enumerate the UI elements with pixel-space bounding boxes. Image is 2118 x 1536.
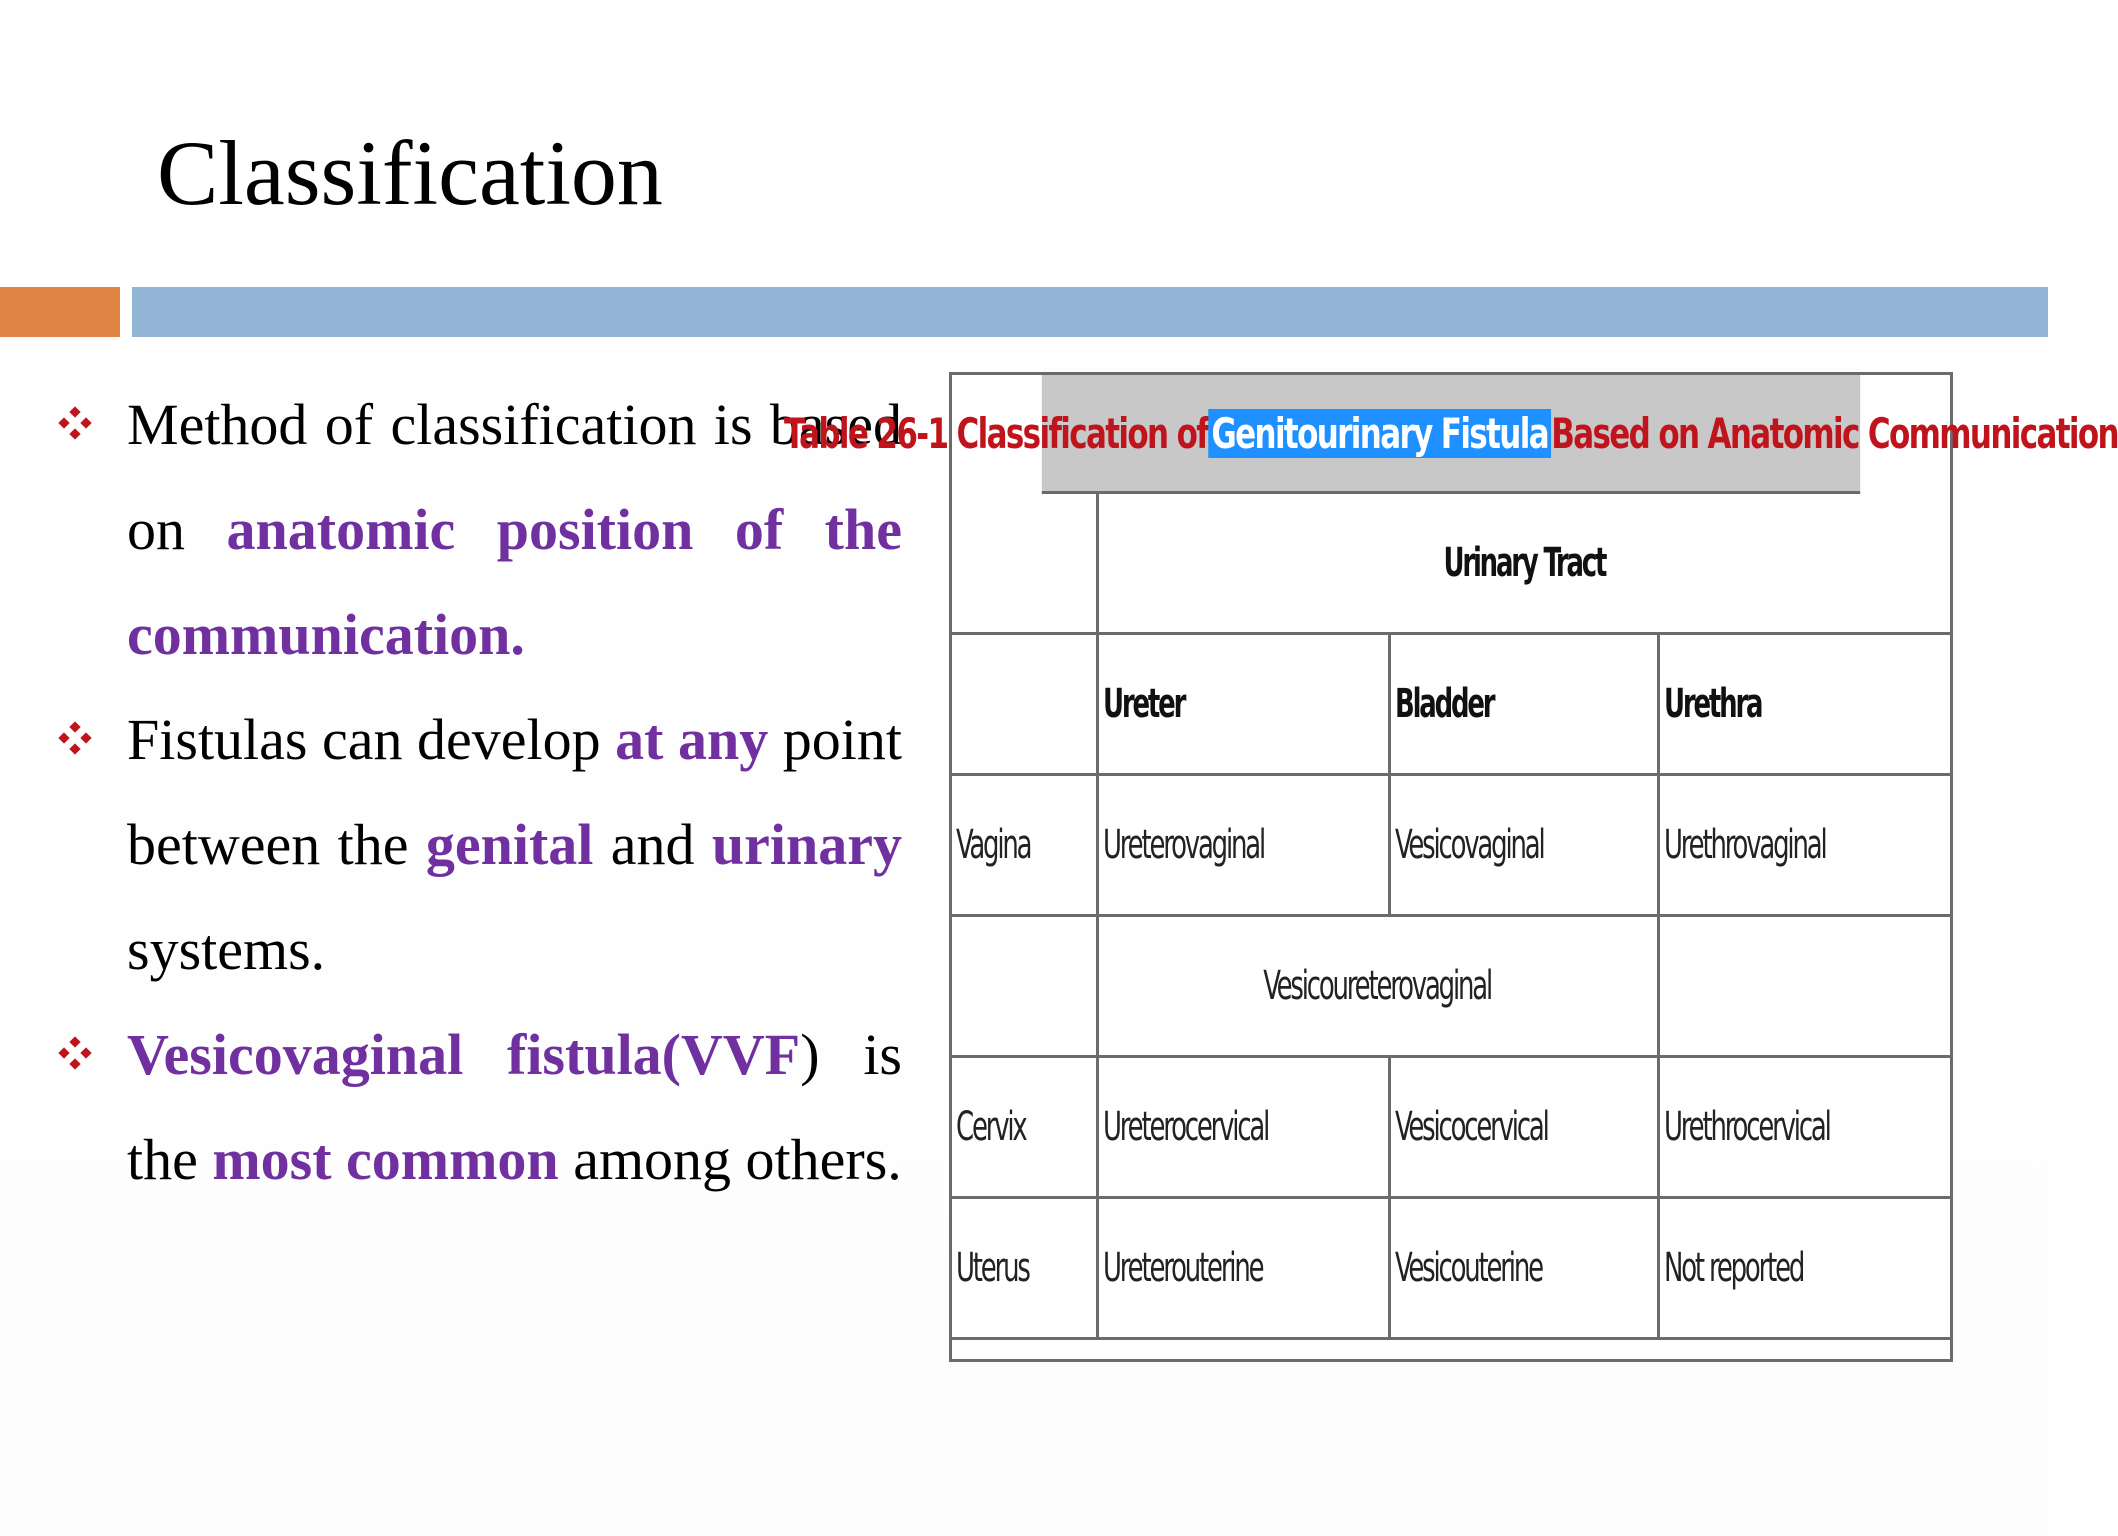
highlighted-text: genital [425, 812, 594, 877]
empty-cell [1658, 916, 1950, 1057]
bullet-item [60, 372, 902, 687]
row-label [952, 916, 1097, 1057]
caption-text-before: Table 26-1 Classification of [784, 408, 1209, 458]
bullet-text: Method of classification is based on [127, 392, 902, 562]
bullet-text: is the [127, 1022, 902, 1192]
bullet-text: ) [800, 1022, 820, 1087]
row-label [952, 775, 1097, 916]
diamond-bullet-icon [60, 723, 90, 753]
table-row [952, 634, 1950, 775]
table-cell [1658, 1057, 1950, 1198]
diamond-bullet-icon [60, 1038, 90, 1068]
fistula-table [952, 494, 1950, 1340]
cell-text: Vesicouterine [1394, 1245, 1542, 1291]
group-header-text: Urinary Tract [1443, 540, 1606, 586]
row-label-text: Vagina [956, 822, 1031, 868]
caption-text-after: Based on Anatomic Communication [1551, 408, 2118, 458]
table-cell [1097, 1057, 1389, 1198]
table-row [952, 916, 1950, 1057]
row-label-text: Cervix [956, 1104, 1026, 1150]
cell-text: Ureterocervical [1102, 1104, 1268, 1150]
row-label [952, 1198, 1097, 1339]
highlighted-text: at any [615, 707, 769, 772]
cell-text: Urethrovaginal [1663, 822, 1825, 868]
cell-text: Vesicocervical [1394, 1104, 1548, 1150]
column-header-text: Bladder [1394, 681, 1493, 727]
diamond-bullet-icon [60, 408, 90, 438]
accent-bar-blue [132, 287, 2048, 337]
cell-text: Vesicoureterovaginal [1263, 963, 1492, 1009]
bullet-text: systems. [127, 917, 326, 982]
table-cell [1658, 775, 1950, 916]
bullet-item [60, 687, 902, 1002]
table-cell [1389, 1057, 1658, 1198]
caption-highlighted-text: Genitourinary Fistula [1208, 409, 1551, 458]
bullet-text: among others. [558, 1127, 902, 1192]
table-caption [784, 375, 2118, 494]
column-header-text: Ureter [1102, 681, 1184, 727]
highlighted-text: Vesicovaginal fistula(VVF [127, 1022, 801, 1087]
cell-text: Not reported [1663, 1245, 1803, 1291]
highlighted-text: anatomic position of the communication. [127, 497, 902, 667]
cell-text: Urethrocervical [1663, 1104, 1830, 1150]
bullet-text: and [593, 812, 712, 877]
row-label-text: Uterus [956, 1245, 1029, 1291]
bullet-list [60, 372, 902, 1212]
spanning-cell [1097, 916, 1658, 1057]
accent-bar-orange [0, 287, 120, 337]
column-header [1658, 634, 1950, 775]
table-row [952, 1198, 1950, 1339]
bullet-item [60, 1002, 902, 1212]
empty-cell [952, 494, 1097, 634]
cell-text: Ureterouterine [1102, 1245, 1262, 1291]
highlighted-text: most common [212, 1127, 559, 1192]
table-row [952, 775, 1950, 916]
column-header-text: Urethra [1663, 681, 1761, 727]
table-cell [1389, 1198, 1658, 1339]
cell-text: Ureterovaginal [1102, 822, 1264, 868]
row-label [952, 1057, 1097, 1198]
empty-cell [952, 634, 1097, 775]
bullet-text: Fistulas can develop [127, 707, 616, 772]
table-cell [1389, 775, 1658, 916]
bullet-text: point between the [127, 707, 902, 877]
classification-table [784, 372, 2118, 1362]
table-row [952, 1057, 1950, 1198]
column-header [1097, 634, 1389, 775]
slide-title: Classification [157, 122, 663, 224]
table-cell [1658, 1198, 1950, 1339]
cell-text: Vesicovaginal [1394, 822, 1544, 868]
table-cell [1097, 1198, 1389, 1339]
highlighted-text: urinary [711, 812, 903, 877]
table-cell [1097, 775, 1389, 916]
column-header [1389, 634, 1658, 775]
group-header-cell [1097, 494, 1950, 634]
table-row [952, 494, 1950, 634]
